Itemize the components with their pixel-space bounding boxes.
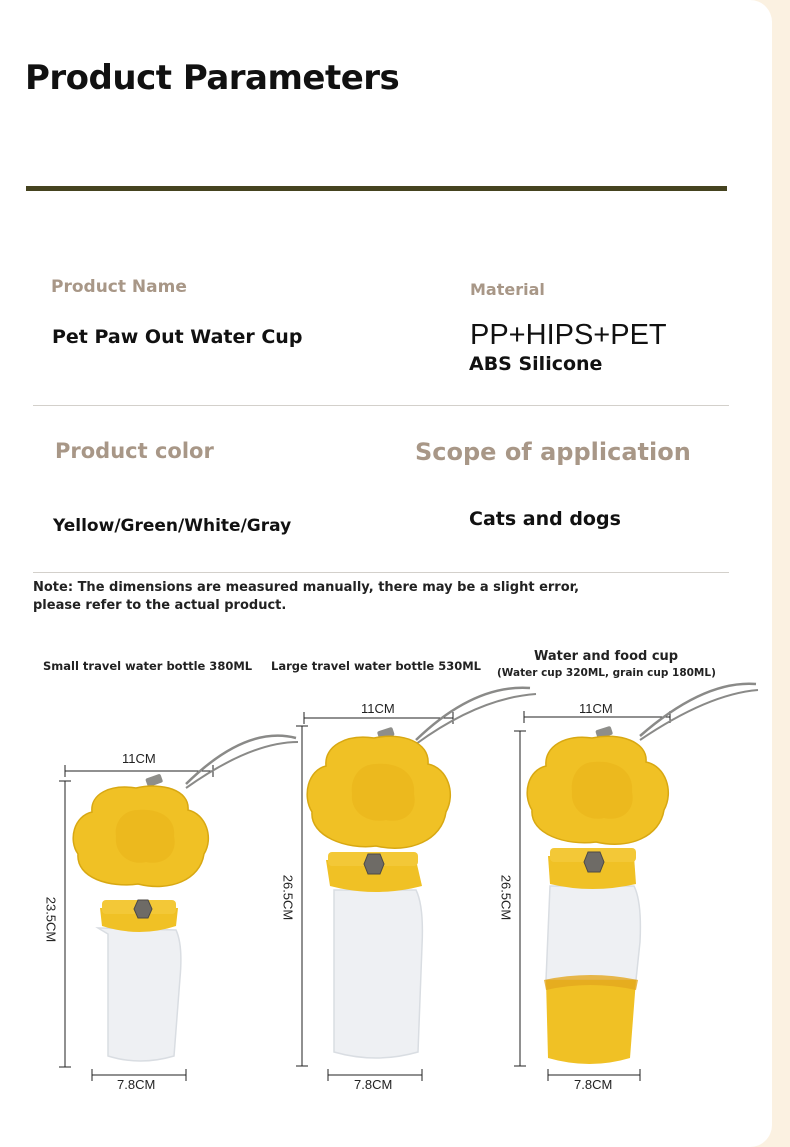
- product-name-value: Pet Paw Out Water Cup: [52, 326, 303, 348]
- food-cup-height-label: 26.5CM: [498, 874, 514, 921]
- small-bottle-height-label: 23.5CM: [43, 896, 59, 943]
- large-bottle-base-label: 7.8CM: [354, 1077, 393, 1092]
- material-label: Material: [470, 280, 545, 299]
- small-bottle-caption: Small travel water bottle 380ML: [43, 659, 253, 673]
- note-line-1: Note: The dimensions are measured manually, there may be a slight error,: [33, 580, 580, 595]
- small-bottle-base-label: 7.8CM: [117, 1077, 156, 1092]
- large-bottle-width-label: 11CM: [361, 701, 395, 716]
- food-cup-width-label: 11CM: [579, 701, 613, 716]
- food-cup-image: [524, 680, 764, 1070]
- material-value-1: PP+HIPS+PET: [470, 319, 667, 351]
- scope-value: Cats and dogs: [469, 508, 621, 530]
- food-cup-base-label: 7.8CM: [574, 1077, 613, 1092]
- product-color-label: Product color: [55, 439, 214, 463]
- food-cup-subcaption: (Water cup 320ML, grain cup 180ML): [497, 667, 716, 679]
- note-line-2: please refer to the actual product.: [33, 598, 287, 613]
- large-bottle-caption: Large travel water bottle 530ML: [271, 659, 481, 673]
- large-bottle-height-label: 26.5CM: [280, 874, 296, 921]
- page-title: Product Parameters: [25, 58, 400, 98]
- small-bottle-width-label: 11CM: [122, 751, 156, 766]
- material-value-2: ABS Silicone: [469, 353, 603, 375]
- product-name-label: Product Name: [51, 277, 187, 297]
- product-color-value: Yellow/Green/White/Gray: [53, 516, 292, 536]
- scope-label: Scope of application: [415, 438, 691, 466]
- food-cup-caption: Water and food cup: [534, 649, 679, 664]
